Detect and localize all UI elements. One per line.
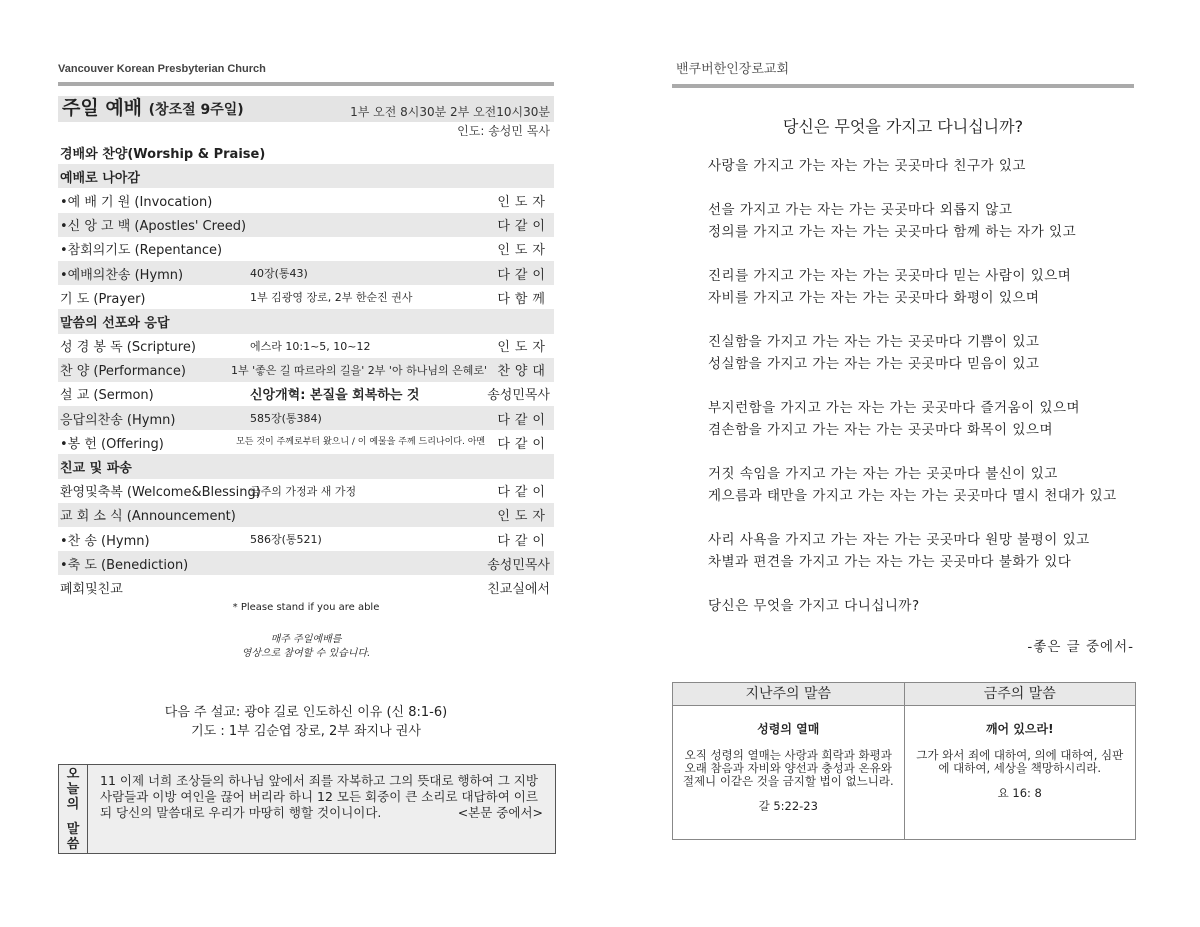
order-row (58, 188, 554, 212)
todays-word-label-char: 씀 (66, 836, 80, 852)
last-week-sub: 성령의 열매 (757, 722, 820, 736)
service-title-bar (58, 96, 554, 122)
last-week-head: 지난주의 말씀 (673, 683, 904, 706)
this-week-ref: 요 16: 8 (997, 786, 1042, 800)
order-item-detail: 신앙개혁: 본질을 회복하는 것 (250, 388, 420, 404)
order-item-leader: 찬양대 (497, 364, 550, 380)
order-item-leader: 다같이 (497, 267, 550, 283)
poem-line: 선을 가지고 가는 자는 가는 곳곳마다 외롭지 않고 (708, 202, 1013, 218)
this-week-sub: 깨어 있으라! (985, 722, 1054, 736)
order-item-detail: 에스라 10:1~5, 10~12 (250, 339, 371, 353)
todays-word-label-char: 말 (66, 821, 80, 837)
order-item-label: •찬 송 (Hymn) (60, 533, 150, 549)
order-item-leader: 인도자 (497, 340, 550, 356)
poem-line: 사리 사욕을 가지고 가는 자는 가는 곳곳마다 원망 불평이 있고 (708, 532, 1090, 548)
poem-line: 자비를 가지고 가는 자는 가는 곳곳마다 화평이 있으며 (708, 290, 1040, 306)
weekly-word-box (672, 682, 1136, 840)
order-item-label: •축 도 (Benediction) (60, 557, 189, 573)
section-heading (58, 164, 554, 188)
poem-line: 거짓 속임을 가지고 가는 자는 가는 곳곳마다 불신이 있고 (708, 466, 1058, 482)
poem-line: 부지런함을 가지고 가는 자는 가는 곳곳마다 즐거움이 있으며 (708, 400, 1081, 416)
poem-title: 당신은 무엇을 가지고 다니십니까? (782, 117, 1024, 136)
poem-line: 성실함을 가지고 가는 자는 가는 곳곳마다 믿음이 있고 (708, 356, 1040, 372)
poem-stanza (708, 529, 1134, 573)
poem-line: 진리를 가지고 가는 자는 가는 곳곳마다 믿는 사람이 있으며 (708, 268, 1072, 284)
order-item-detail: 1부 김광영 장로, 2부 한순진 권사 (250, 291, 413, 305)
poem-source: -좋은 글 중에서- (1027, 639, 1134, 655)
order-row (58, 503, 554, 527)
last-week-text: 오직 성령의 열매는 사랑과 희락과 화평과 오래 참음과 자비와 양선과 충성과 온유와 절제니 이같은 것을 금지할 법이 없느니라. (682, 748, 894, 788)
video-notice (58, 633, 554, 661)
todays-word-label-char: 의 (66, 796, 80, 812)
right-page (672, 58, 1134, 813)
order-row (58, 527, 554, 551)
order-item-leader: 다같이 (497, 436, 550, 452)
next-sermon: 다음 주 설교: 광야 길로 인도하신 이유 (신 8:1-6) (164, 704, 448, 720)
poem-stanza (708, 155, 1134, 177)
order-item-label: 교 회 소 식 (Announcement) (60, 509, 236, 525)
stand-note: * Please stand if you are able (232, 601, 380, 613)
order-item-label: 성 경 봉 독 (Scripture) (60, 340, 196, 356)
poem-stanza (708, 463, 1134, 507)
order-item-label: 말씀의 선포와 응답 (60, 315, 170, 331)
todays-word-label-char: 오 (66, 766, 80, 782)
todays-word-label (59, 765, 88, 853)
order-row (58, 213, 554, 237)
order-item-label: 환영및축복 (Welcome&Blessing) (60, 485, 261, 501)
poem-stanza (708, 397, 1134, 441)
section-heading (58, 140, 554, 164)
order-item-leader: 다같이 (497, 219, 550, 235)
service-title-text: 주일 예배 (62, 97, 143, 119)
last-week-word (673, 683, 904, 839)
order-item-label: 설 교 (Sermon) (60, 388, 154, 404)
left-page (58, 58, 554, 852)
section-heading (58, 309, 554, 333)
order-item-label: •봉 헌 (Offering) (60, 436, 164, 452)
video-notice-line1: 매주 주일예배를 (270, 633, 342, 645)
order-item-label: •신 앙 고 백 (Apostles' Creed) (60, 219, 247, 235)
order-item-leader: 다같이 (497, 533, 550, 549)
order-item-detail: 40장(통43) (250, 267, 308, 281)
todays-word-box (58, 764, 556, 854)
order-row (58, 382, 554, 406)
order-item-label: 응답의찬송 (Hymn) (60, 412, 176, 428)
service-title (62, 93, 244, 120)
order-item-leader: 다같이 (497, 412, 550, 428)
order-row (58, 358, 554, 382)
order-item-label: •예 배 기 원 (Invocation) (60, 194, 213, 210)
order-item-leader: 송성민목사 (487, 557, 550, 573)
header-rule (58, 82, 554, 86)
order-row (58, 479, 554, 503)
service-times: 1부 오전 8시30분 2부 오전10시30분 (350, 105, 550, 119)
order-item-label: 기 도 (Prayer) (60, 291, 146, 307)
order-item-leader: 인도자 (497, 194, 550, 210)
todays-word-text (88, 765, 555, 853)
order-row (58, 334, 554, 358)
order-item-label: 친교 및 파송 (60, 461, 132, 477)
order-row (58, 430, 554, 454)
poem-line: 사랑을 가지고 가는 자는 가는 곳곳마다 친구가 있고 (708, 158, 1026, 174)
order-item-leader: 다함께 (497, 291, 550, 307)
poem-line: 겸손함을 가지고 가는 자는 가는 곳곳마다 화목이 있으며 (708, 422, 1053, 438)
todays-word-label-char: 늘 (66, 781, 80, 797)
order-row (58, 551, 554, 575)
order-row (58, 237, 554, 261)
order-item-detail: 1부 '좋은 길 따르라의 길을' 2부 '아 하나님의 은혜로' (231, 363, 487, 377)
poem-line: 정의를 가지고 가는 자는 가는 곳곳마다 함께 하는 자가 있고 (708, 224, 1077, 240)
this-week-text: 그가 와서 죄에 대하여, 의에 대하여, 심판에 대하여, 세상을 책망하시리라. (916, 748, 1124, 775)
order-item-leader: 다같이 (497, 485, 550, 501)
poem-line: 진실함을 가지고 가는 자는 가는 곳곳마다 기쁨이 있고 (708, 334, 1040, 350)
order-item-label: •예배의찬송 (Hymn) (60, 267, 184, 283)
order-item-leader: 친교실에서 (487, 581, 550, 597)
order-item-label: •참회의기도 (Repentance) (60, 243, 223, 259)
right-header-rule (672, 84, 1134, 88)
poem-line: 당신은 무엇을 가지고 다니십니까? (708, 598, 920, 614)
order-item-detail: 586장(통521) (250, 533, 322, 547)
order-item-label: 예배로 나아감 (60, 170, 140, 186)
last-week-ref: 갈 5:22-23 (758, 799, 818, 813)
order-item-label: 경배와 찬양(Worship & Praise) (60, 146, 266, 162)
section-heading (58, 454, 554, 478)
poem-stanza (708, 265, 1134, 309)
church-header-korean: 밴쿠버한인장로교회 (676, 62, 790, 77)
order-of-worship (58, 140, 554, 600)
order-row (58, 406, 554, 430)
next-prayer: 기도 : 1부 김순엽 장로, 2부 좌지나 권사 (191, 723, 421, 739)
order-row (58, 575, 554, 599)
order-row (58, 285, 554, 309)
order-item-label: 찬 양 (Performance) (60, 364, 186, 380)
this-week-head: 금주의 말씀 (905, 683, 1136, 706)
todays-word-note: <본문 중에서> (457, 805, 543, 820)
order-item-leader: 인도자 (497, 243, 550, 259)
poem-line: 차별과 편견을 가지고 가는 자는 가는 곳곳마다 불화가 있다 (708, 554, 1072, 570)
order-item-leader: 송성민목사 (487, 388, 550, 404)
poem-stanza (708, 199, 1134, 243)
service-leader: 인도: 송성민 목사 (457, 124, 550, 138)
poem (672, 155, 1134, 617)
order-item-detail: 금주의 가정과 새 가정 (250, 484, 357, 498)
order-item-detail: 585장(통384) (250, 412, 322, 426)
poem-stanza (708, 595, 1134, 617)
video-notice-line2: 영상으로 참여할 수 있습니다. (241, 647, 371, 659)
this-week-word (904, 683, 1136, 839)
service-subtitle: (창조절 9주일) (148, 102, 244, 118)
next-week-info (58, 703, 554, 741)
order-item-detail: 모든 것이 주께로부터 왔으니 / 이 예물을 주께 드리나이다. 아멘 (236, 437, 486, 448)
order-item-leader: 인도자 (497, 509, 550, 525)
todays-word-scripture: 11 이제 너희 조상들의 하나님 앞에서 죄를 자복하고 그의 뜻대로 행하여 그 지방 사람들과 이방 여인을 끊어 버리라 하니 12 모든 회중이 큰 소리로 대답하여 이르되 당신의 말씀대로 우리가 마땅히 행할 것이니이다. (100, 773, 538, 820)
order-item-label: 폐회및친교 (60, 581, 123, 597)
poem-line: 게으름과 태만을 가지고 가는 자는 가는 곳곳마다 멸시 천대가 있고 (708, 488, 1117, 504)
order-row (58, 261, 554, 285)
poem-stanza (708, 331, 1134, 375)
church-header-english: Vancouver Korean Presbyterian Church (58, 63, 266, 75)
